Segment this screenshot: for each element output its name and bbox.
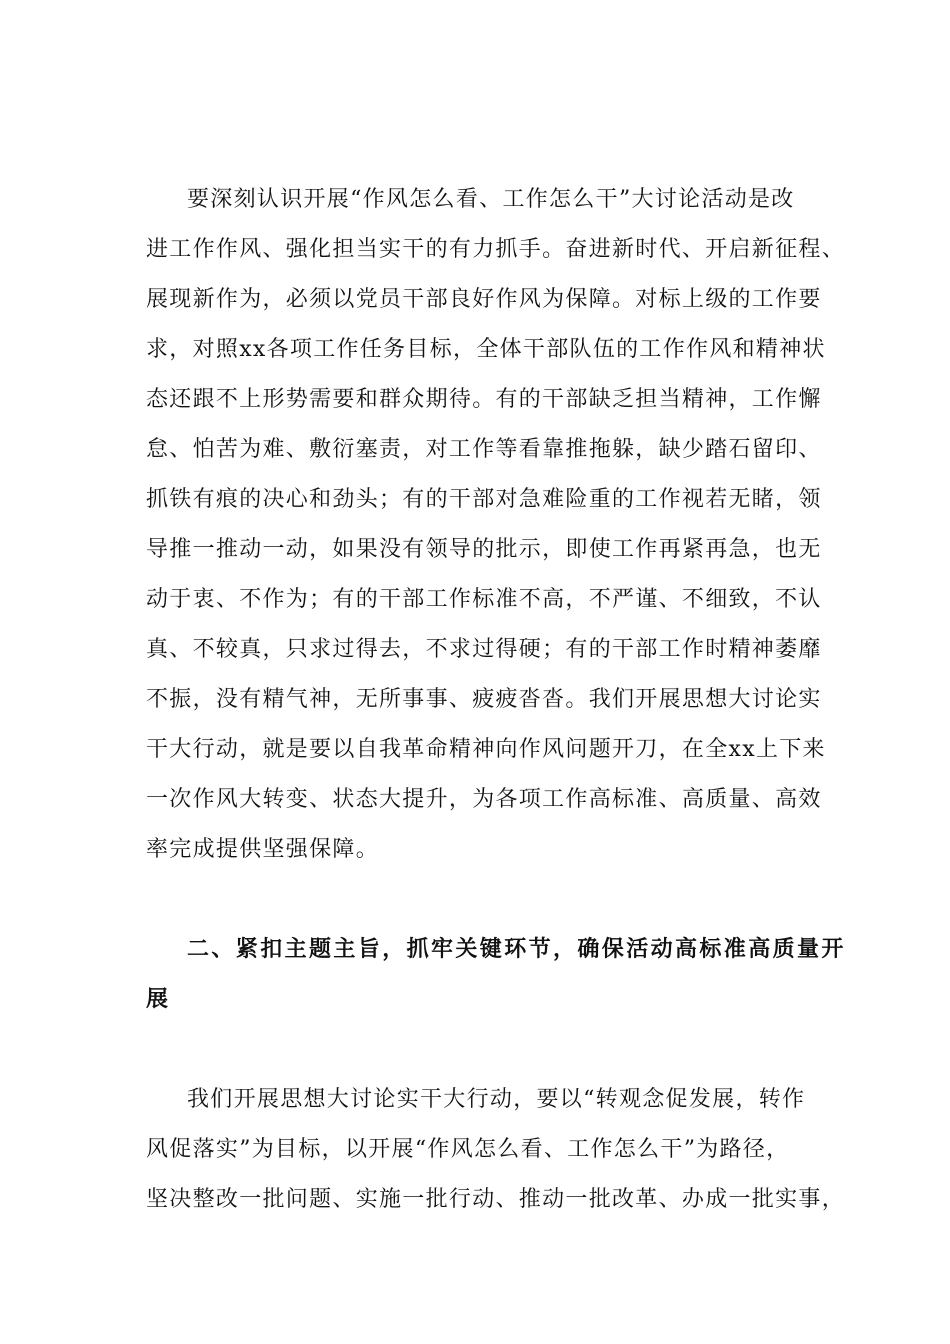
paragraph-line: 坚决整改一批问题、实施一批行动、推动一批改革、办成一批实事， — [146, 1187, 846, 1212]
paragraph-line: 要深刻认识开展“作风怎么看、工作怎么干”大讨论活动是改 — [187, 187, 795, 212]
heading-line: 展 — [146, 987, 171, 1012]
paragraph-line: 我们开展思想大讨论实干大行动，要以“转观念促发展，转作 — [187, 1087, 806, 1112]
paragraph-line: 不振，没有精气神，无所事事、疲疲沓沓。我们开展思想大讨论实 — [146, 687, 822, 712]
paragraph-line: 进工作作风、强化担当实干的有力抓手。奋进新时代、开启新征程、 — [146, 237, 846, 262]
paragraph-line: 展现新作为，必须以党员干部良好作风为保障。对标上级的工作要 — [146, 287, 822, 312]
paragraph-line: 真、不较真，只求过得去，不求过得硬；有的干部工作时精神萎靡 — [146, 637, 822, 662]
paragraph-line: 抓铁有痕的决心和劲头；有的干部对急难险重的工作视若无睹，领 — [146, 487, 822, 512]
paragraph-line: 率完成提供坚强保障。 — [146, 837, 380, 862]
paragraph-line: 一次作风大转变、状态大提升，为各项工作高标准、高质量、高效 — [146, 787, 822, 812]
paragraph-line: 干大行动，就是要以自我革命精神向作风问题开刀，在全xx上下来 — [146, 737, 826, 762]
paragraph-line: 怠、怕苦为难、敷衍塞责，对工作等看靠推拖躲，缺少踏石留印、 — [146, 437, 822, 462]
paragraph-line: 态还跟不上形势需要和群众期待。有的干部缺乏担当精神，工作懈 — [146, 387, 822, 412]
paragraph-line: 动于衷、不作为；有的干部工作标准不高，不严谨、不细致，不认 — [146, 587, 822, 612]
paragraph-line: 导推一推动一动，如果没有领导的批示，即使工作再紧再急，也无 — [146, 537, 822, 562]
paragraph-line: 风促落实”为目标，以开展“作风怎么看、工作怎么干”为路径， — [146, 1137, 790, 1162]
heading-line: 二、紧扣主题主旨，抓牢关键环节，确保活动高标准高质量开 — [187, 937, 846, 962]
paragraph-line: 求，对照xx各项工作任务目标，全体干部队伍的工作作风和精神状 — [146, 337, 826, 362]
